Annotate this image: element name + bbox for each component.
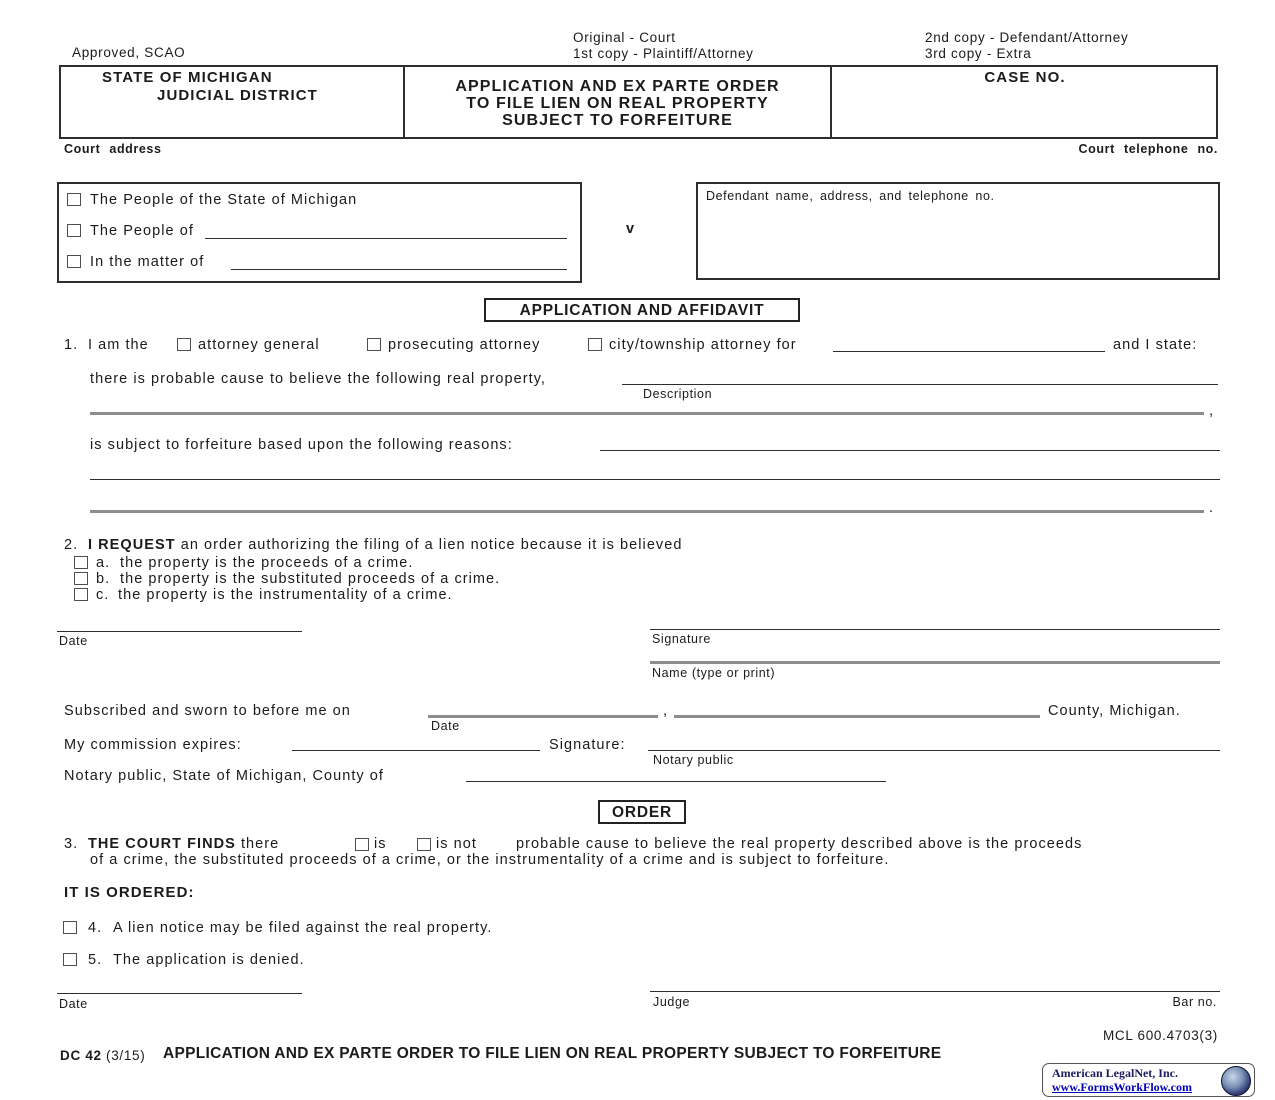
copy-2nd-label: 2nd copy - Defendant/Attorney xyxy=(925,30,1129,45)
globe-logo-icon xyxy=(1221,1066,1251,1096)
legalnet-company-label: American LegalNet, Inc. xyxy=(1052,1066,1178,1080)
notary-signature-text: Signature: xyxy=(549,737,626,753)
property-description-line-2[interactable] xyxy=(90,412,1204,415)
reasons-line-2[interactable] xyxy=(90,479,1220,480)
item1-suffix: and I state: xyxy=(1113,337,1198,353)
finds-is-label: is xyxy=(374,836,387,852)
finds-is-not-checkbox[interactable] xyxy=(417,838,431,851)
judge-signature-line[interactable] xyxy=(650,991,1220,992)
city-township-attorney-label: city/township attorney for xyxy=(609,337,797,353)
reasons-line-3[interactable] xyxy=(90,510,1204,513)
request-c-checkbox[interactable] xyxy=(74,588,88,601)
finds-is-not-label: is not xyxy=(436,836,477,852)
matter-of-line[interactable] xyxy=(231,269,567,270)
item3-finds-text xyxy=(88,836,279,852)
notary-county-line[interactable] xyxy=(466,781,886,782)
item3-line2: of a crime, the substituted proceeds of a crime, or the instrumentality of a crime and is subject to forfeiture. xyxy=(90,852,890,868)
footer-title: APPLICATION AND EX PARTE ORDER TO FILE LIEN ON REAL PROPERTY SUBJECT TO FORFEITURE xyxy=(163,1045,942,1062)
it-is-ordered-heading: IT IS ORDERED: xyxy=(64,884,195,901)
case-no-label: CASE NO. xyxy=(984,69,1066,86)
form-title-line-3: SUBJECT TO FORFEITURE xyxy=(502,112,733,129)
form-revision-label: (3/15) xyxy=(106,1048,146,1063)
item2-number: 2. xyxy=(64,537,79,553)
state-of-michigan-label: STATE OF MICHIGAN xyxy=(102,69,273,86)
people-of-checkbox[interactable] xyxy=(67,224,81,237)
sworn-text: Subscribed and sworn to before me on xyxy=(64,703,351,719)
form-title-line-1: APPLICATION AND EX PARTE ORDER xyxy=(455,78,780,95)
order-lien-checkbox[interactable] xyxy=(63,921,77,934)
request-b-text: the property is the substituted proceeds of a crime. xyxy=(120,571,501,587)
copy-3rd-label: 3rd copy - Extra xyxy=(925,46,1032,61)
item1-reasons-text: is subject to forfeiture based upon the following reasons: xyxy=(90,437,513,453)
reasons-line-1[interactable] xyxy=(600,450,1220,451)
versus-label: v xyxy=(626,221,636,237)
people-of-label: The People of xyxy=(90,223,194,239)
legalnet-url-link[interactable]: www.FormsWorkFlow.com xyxy=(1052,1080,1192,1094)
request-c-text: the property is the instrumentality of a crime. xyxy=(118,587,453,603)
form-title-line-2: TO FILE LIEN ON REAL PROPERTY xyxy=(466,95,769,112)
request-c-letter: c. xyxy=(96,587,110,603)
people-of-line[interactable] xyxy=(205,238,567,239)
commission-expires-text: My commission expires: xyxy=(64,737,242,753)
notary-public-label: Notary public xyxy=(653,753,734,767)
request-a-text: the property is the proceeds of a crime. xyxy=(120,555,414,571)
item2-text xyxy=(88,537,682,553)
item3-number: 3. xyxy=(64,836,79,852)
court-telephone-label: Court telephone no. xyxy=(1078,142,1218,156)
item5-number: 5. xyxy=(88,952,103,968)
defendant-box-label: Defendant name, address, and telephone no. xyxy=(706,189,995,203)
item1-comma: , xyxy=(1209,403,1215,419)
people-of-state-label: The People of the State of Michigan xyxy=(90,192,358,208)
court-finds-bold: THE COURT FINDS xyxy=(88,836,236,852)
matter-of-checkbox[interactable] xyxy=(67,255,81,268)
order-date-line[interactable] xyxy=(57,993,302,994)
copy-1st-label: 1st copy - Plaintiff/Attorney xyxy=(573,46,754,61)
item4-text: A lien notice may be filed against the real property. xyxy=(113,920,493,936)
request-b-checkbox[interactable] xyxy=(74,572,88,585)
applicant-signature-line[interactable] xyxy=(650,629,1220,630)
prosecuting-attorney-label: prosecuting attorney xyxy=(388,337,541,353)
notary-county-text: Notary public, State of Michigan, County of xyxy=(64,768,384,784)
attorney-general-label: attorney general xyxy=(198,337,320,353)
request-b-letter: b. xyxy=(96,571,111,587)
bar-no-label: Bar no. xyxy=(1172,995,1217,1009)
legalnet-badge xyxy=(1042,1063,1255,1097)
city-township-attorney-checkbox[interactable] xyxy=(588,338,602,351)
mcl-citation: MCL 600.4703(3) xyxy=(1102,1028,1218,1043)
county-michigan-label: County, Michigan. xyxy=(1048,703,1181,719)
applicant-name-line[interactable] xyxy=(650,661,1220,664)
item4-number: 4. xyxy=(88,920,103,936)
judicial-district-label: JUDICIAL DISTRICT xyxy=(157,87,318,104)
commission-expires-line[interactable] xyxy=(292,750,540,751)
item2-request-rest: an order authorizing the filing of a lien notice because it is believed xyxy=(180,537,683,553)
order-section-title: ORDER xyxy=(598,800,686,824)
applicant-signature-label: Signature xyxy=(652,632,711,646)
approved-scao-label: Approved, SCAO xyxy=(72,45,186,60)
court-finds-rest: there xyxy=(240,836,280,852)
prosecuting-attorney-checkbox[interactable] xyxy=(367,338,381,351)
sworn-date-label: Date xyxy=(431,719,460,733)
applicant-date-line[interactable] xyxy=(57,631,302,632)
people-of-state-checkbox[interactable] xyxy=(67,193,81,206)
item2-request-bold: I REQUEST xyxy=(88,537,176,553)
order-denied-checkbox[interactable] xyxy=(63,953,77,966)
plaintiff-box xyxy=(57,182,582,283)
property-description-line-1[interactable] xyxy=(622,384,1218,385)
sworn-county-line[interactable] xyxy=(674,715,1040,718)
item1-property-text: there is probable cause to believe the following real property, xyxy=(90,371,546,387)
matter-of-label: In the matter of xyxy=(90,254,205,270)
application-section-title: APPLICATION AND AFFIDAVIT xyxy=(484,298,800,322)
attorney-for-line[interactable] xyxy=(833,351,1105,352)
item5-text: The application is denied. xyxy=(113,952,305,968)
court-address-label: Court address xyxy=(64,142,162,156)
sworn-comma: , xyxy=(663,703,669,719)
copy-original-label: Original - Court xyxy=(573,30,676,45)
item1-intro: I am the xyxy=(88,337,149,353)
sworn-date-line[interactable] xyxy=(428,715,658,718)
description-label: Description xyxy=(643,387,713,401)
item1-number: 1. xyxy=(64,337,79,353)
order-date-label: Date xyxy=(59,997,88,1011)
form-code-label: DC 42 xyxy=(60,1048,102,1063)
defendant-box[interactable] xyxy=(696,182,1220,280)
applicant-date-label: Date xyxy=(59,634,88,648)
notary-signature-line[interactable] xyxy=(648,750,1220,751)
request-a-checkbox[interactable] xyxy=(74,556,88,569)
attorney-general-checkbox[interactable] xyxy=(177,338,191,351)
finds-is-checkbox[interactable] xyxy=(355,838,369,851)
item1-period: . xyxy=(1209,500,1215,516)
item3-line1-rest: probable cause to believe the real property described above is the proceeds xyxy=(516,836,1083,852)
applicant-name-label: Name (type or print) xyxy=(652,666,776,680)
request-a-letter: a. xyxy=(96,555,111,571)
judge-label: Judge xyxy=(653,995,691,1009)
